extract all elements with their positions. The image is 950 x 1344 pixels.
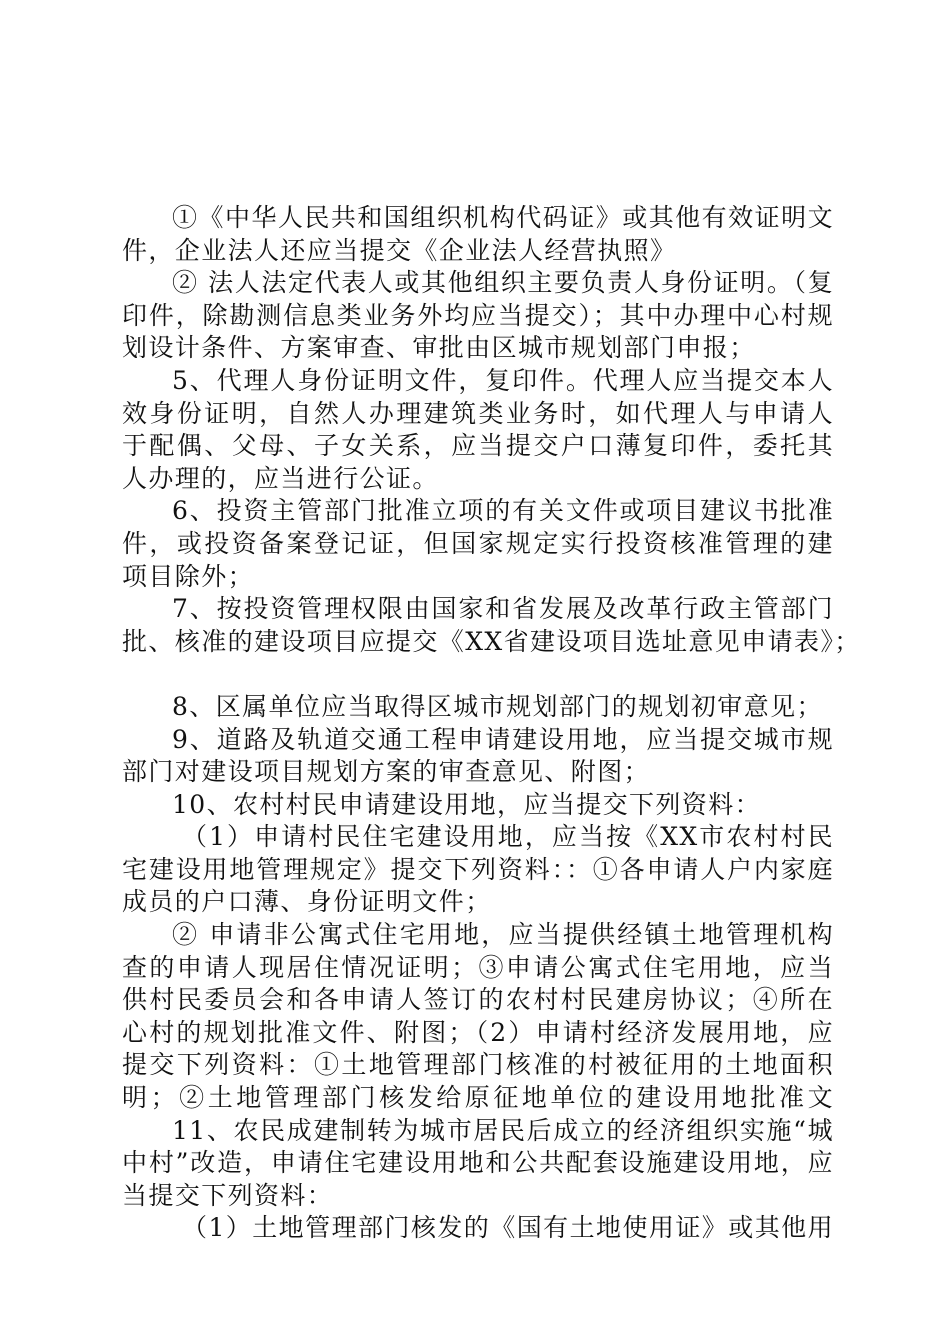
text-line: [122, 658, 834, 691]
text-line: 10、农村村民申请建设用地，应当提交下列资料：: [172, 789, 762, 819]
document-body: [122, 202, 861, 1245]
text-line: 批、核准的建设项目应提交《XX省建设项目选址意见申请表》；: [122, 626, 861, 656]
text-line: 成员的户口薄、身份证明文件；: [122, 887, 492, 917]
text-line: 划设计条件、方案审查、审批由区城市规划部门申报；: [122, 333, 756, 363]
text-line: （1）申请村民住宅建设用地，应当按《XX市农村村民: [182, 822, 834, 852]
text-line: 7、按投资管理权限由国家和省发展及改革行政主管部门: [172, 594, 834, 624]
text-line: 于配偶、父母、子女关系，应当提交户口薄复印件，委托其: [122, 431, 834, 461]
text-line: 6、投资主管部门批准立项的有关文件或项目建议书批准: [172, 496, 834, 526]
text-line: 项目除外；: [122, 561, 255, 591]
text-line: 效身份证明，自然人办理建筑类业务时，如代理人与申请人: [122, 398, 834, 428]
text-line: 11、农民成建制转为城市居民后成立的经济组织实施“城: [172, 1115, 834, 1145]
text-line: 当提交下列资料：: [122, 1180, 334, 1210]
text-line: 部门对建设项目规划方案的审查意见、附图；: [122, 757, 651, 787]
text-line: 人办理的，应当进行公证。: [122, 463, 439, 493]
text-line: ② 法人法定代表人或其他组织主要负责人身份证明。（复: [172, 268, 834, 298]
text-line: 供村民委员会和各申请人签订的农村村民建房协议；④所在: [122, 985, 834, 1015]
text-line: ①《中华人民共和国组织机构代码证》或其他有效证明文: [172, 203, 834, 232]
text-line: 件，企业法人还应当提交《企业法人经营执照》: [122, 235, 677, 265]
text-line: 印件，除勘测信息类业务外均应当提交）；其中办理中心村规: [122, 300, 834, 330]
text-line: 9、道路及轨道交通工程申请建设用地，应当提交城市规: [172, 724, 834, 754]
text-line: 8、区属单位应当取得区城市规划部门的规划初审意见；: [172, 691, 823, 721]
text-line: （1）土地管理部门核发的《国有土地使用证》或其他用: [182, 1213, 834, 1243]
text-line: ② 申请非公寓式住宅用地，应当提供经镇土地管理机构: [172, 920, 834, 950]
text-line: 5、代理人身份证明文件，复印件。代理人应当提交本人: [172, 365, 834, 395]
text-line: 宅建设用地管理规定》提交下列资料：：①各申请人户内家庭: [122, 854, 834, 884]
text-line: 明；②土地管理部门核发给原征地单位的建设用地批准文: [122, 1083, 834, 1113]
text-line: 提交下列资料：①土地管理部门核准的村被征用的土地面积: [122, 1050, 834, 1080]
text-line: 中村”改造，申请住宅建设用地和公共配套设施建设用地，应: [122, 1148, 834, 1178]
text-line: 查的申请人现居住情况证明；③申请公寓式住宅用地，应当: [122, 952, 834, 982]
text-line: 件，或投资备案登记证，但国家规定实行投资核准管理的建: [122, 528, 834, 558]
text-line: 心村的规划批准文件、附图；（2）申请村经济发展用地，应: [122, 1017, 834, 1047]
